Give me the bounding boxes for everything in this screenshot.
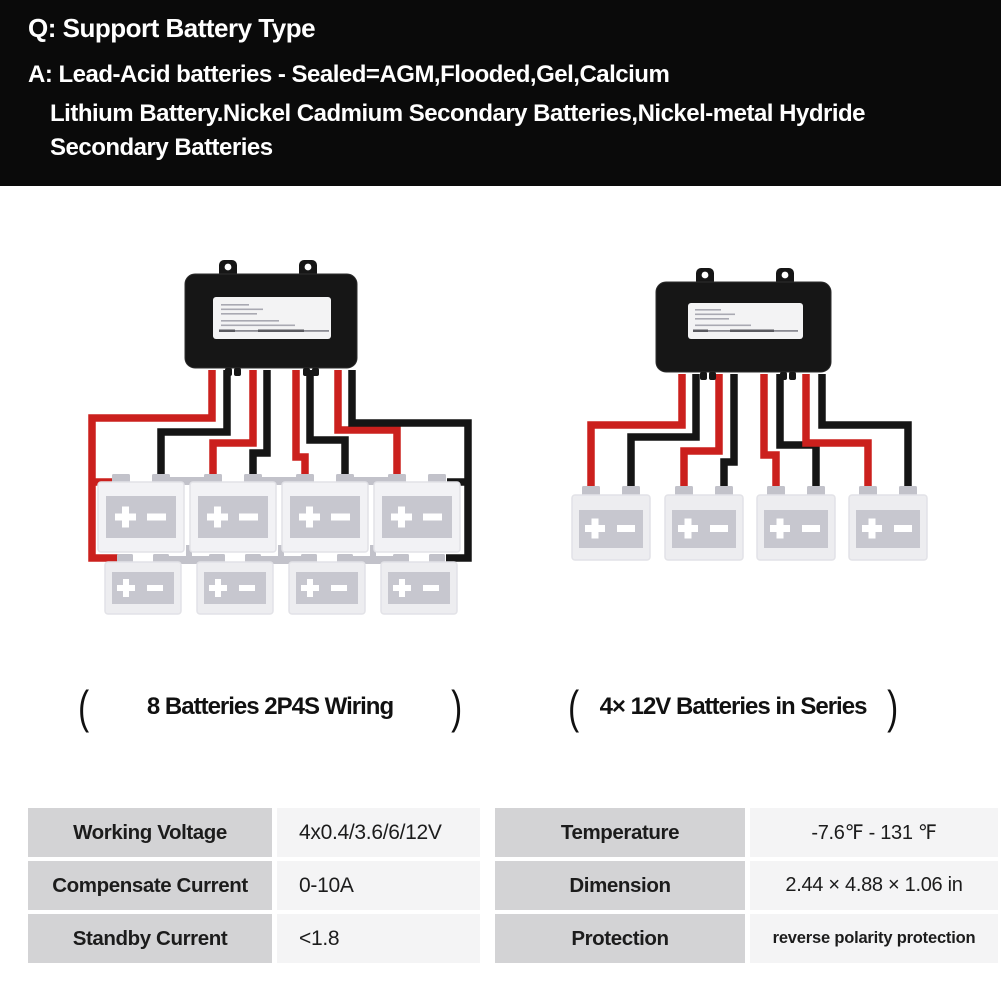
caption-right-text: 4× 12V Batteries in Series bbox=[599, 693, 867, 720]
battery bbox=[282, 474, 368, 552]
device-foot bbox=[780, 372, 787, 380]
paren-open: ( bbox=[568, 681, 580, 733]
wire-red-b1 bbox=[591, 374, 682, 490]
table-row bbox=[28, 861, 480, 910]
battery bbox=[289, 554, 365, 614]
battery bbox=[197, 554, 273, 614]
device-label bbox=[213, 297, 331, 339]
wire-red-b3 bbox=[764, 374, 776, 490]
left-diagram bbox=[92, 260, 468, 614]
device-foot bbox=[303, 368, 310, 376]
spec-label-dimension: Dimension bbox=[495, 861, 745, 910]
spec-value-temperature: -7.6℉ - 131 ℉ bbox=[750, 808, 998, 857]
spec-label-protection: Protection bbox=[495, 914, 745, 963]
paren-close: ) bbox=[886, 681, 898, 733]
answer-line-1: A: Lead-Acid batteries - Sealed=AGM,Flooded,Gel,Calcium bbox=[28, 61, 670, 88]
spec-table-right bbox=[495, 808, 998, 963]
spec-value-protection: reverse polarity protection bbox=[750, 914, 998, 963]
battery bbox=[757, 486, 835, 560]
table-row bbox=[495, 914, 998, 963]
battery bbox=[665, 486, 743, 560]
question-line: Q: Support Battery Type bbox=[28, 13, 316, 43]
paren-open: ( bbox=[78, 681, 90, 733]
device-foot bbox=[312, 368, 319, 376]
caption-left bbox=[76, 682, 464, 732]
device-foot bbox=[789, 372, 796, 380]
paren-close: ) bbox=[450, 681, 462, 733]
spec-label-working-voltage: Working Voltage bbox=[28, 808, 272, 857]
spec-table-left bbox=[28, 808, 480, 963]
caption-right bbox=[566, 682, 900, 732]
answer-line-3: Secondary Batteries bbox=[50, 134, 273, 161]
device-foot bbox=[709, 372, 716, 380]
battery-equalizer-right bbox=[656, 268, 831, 380]
battery-equalizer-left bbox=[185, 260, 357, 376]
caption-left-text: 8 Batteries 2P4S Wiring bbox=[146, 693, 394, 720]
battery bbox=[190, 474, 276, 552]
wiring-diagrams bbox=[0, 185, 1001, 682]
mount-hole bbox=[225, 264, 232, 271]
device-foot bbox=[700, 372, 707, 380]
wire-black-b1 bbox=[161, 370, 227, 478]
spec-value-dimension: 2.44 × 4.88 × 1.06 in bbox=[750, 861, 998, 910]
answer-line-2: Lithium Battery.Nickel Cadmium Secondary Batteries,Nickel-metal Hydride bbox=[50, 100, 865, 127]
device-foot bbox=[234, 368, 241, 376]
spec-label-temperature: Temperature bbox=[495, 808, 745, 857]
battery bbox=[98, 474, 184, 552]
battery bbox=[849, 486, 927, 560]
spec-label-compensate-current: Compensate Current bbox=[28, 861, 272, 910]
table-row bbox=[495, 861, 998, 910]
right-diagram bbox=[572, 268, 927, 560]
table-row bbox=[495, 808, 998, 857]
spec-value-standby-current: <1.8 bbox=[277, 914, 480, 963]
battery bbox=[572, 486, 650, 560]
wire-black-b2 bbox=[724, 374, 734, 490]
mount-hole bbox=[305, 264, 312, 271]
device-foot bbox=[225, 368, 232, 376]
wire-black-b3 bbox=[780, 374, 816, 490]
mount-hole bbox=[702, 272, 709, 279]
spec-value-compensate-current: 0-10A bbox=[277, 861, 480, 910]
wire-red-b2 bbox=[213, 370, 253, 478]
table-row bbox=[28, 914, 480, 963]
wire-red-b2 bbox=[684, 374, 719, 490]
wire-red-b3 bbox=[296, 370, 305, 478]
battery bbox=[374, 474, 460, 552]
spec-value-working-voltage: 4x0.4/3.6/6/12V bbox=[277, 808, 480, 857]
spec-label-standby-current: Standby Current bbox=[28, 914, 272, 963]
table-row bbox=[28, 808, 480, 857]
device-label bbox=[688, 303, 803, 339]
header-qa bbox=[0, 0, 1001, 186]
battery bbox=[105, 554, 181, 614]
battery bbox=[381, 554, 457, 614]
mount-hole bbox=[782, 272, 789, 279]
